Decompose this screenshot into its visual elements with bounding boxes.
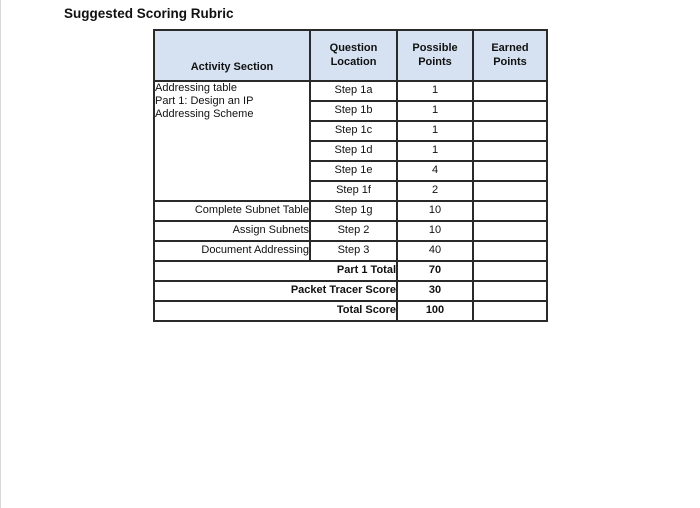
header-row bbox=[154, 30, 547, 81]
total-row bbox=[154, 281, 547, 301]
total-label-cell: Part 1 Total bbox=[154, 261, 397, 281]
possible-points-cell: 10 bbox=[397, 221, 473, 241]
table-row bbox=[154, 201, 547, 221]
earned-points-cell[interactable] bbox=[473, 101, 547, 121]
possible-points-cell: 40 bbox=[397, 241, 473, 261]
earned-points-cell[interactable] bbox=[473, 161, 547, 181]
question-location-cell: Step 1c bbox=[310, 121, 397, 141]
earned-points-cell[interactable] bbox=[473, 241, 547, 261]
possible-points-cell: 1 bbox=[397, 81, 473, 101]
table-row bbox=[154, 81, 547, 101]
total-earned-cell[interactable] bbox=[473, 261, 547, 281]
total-earned-cell[interactable] bbox=[473, 281, 547, 301]
page-left-edge bbox=[0, 0, 1, 508]
total-possible-cell: 100 bbox=[397, 301, 473, 321]
total-row bbox=[154, 261, 547, 281]
table-row bbox=[154, 221, 547, 241]
question-location-cell: Step 2 bbox=[310, 221, 397, 241]
question-location-cell: Step 1f bbox=[310, 181, 397, 201]
total-possible-cell: 70 bbox=[397, 261, 473, 281]
earned-points-cell[interactable] bbox=[473, 121, 547, 141]
earned-points-cell[interactable] bbox=[473, 181, 547, 201]
header-earned-points: Earned Points bbox=[473, 30, 547, 81]
table-row bbox=[154, 241, 547, 261]
addressing-table-label: Addressing table bbox=[155, 82, 237, 94]
rubric-heading: Suggested Scoring Rubric bbox=[64, 6, 234, 21]
earned-points-cell[interactable] bbox=[473, 221, 547, 241]
total-earned-cell[interactable] bbox=[473, 301, 547, 321]
possible-points-cell: 1 bbox=[397, 101, 473, 121]
question-location-cell: Step 1a bbox=[310, 81, 397, 101]
scoring-rubric-table bbox=[153, 29, 548, 322]
possible-points-cell: 1 bbox=[397, 121, 473, 141]
activity-section-cell: Document Addressing bbox=[154, 241, 310, 261]
header-activity-section: Activity Section bbox=[154, 30, 310, 81]
total-label-cell: Total Score bbox=[154, 301, 397, 321]
header-question-location: Question Location bbox=[310, 30, 397, 81]
total-possible-cell: 30 bbox=[397, 281, 473, 301]
question-location-cell: Step 1b bbox=[310, 101, 397, 121]
earned-points-cell[interactable] bbox=[473, 141, 547, 161]
possible-points-cell: 2 bbox=[397, 181, 473, 201]
activity-section-cell: Assign Subnets bbox=[154, 221, 310, 241]
possible-points-cell: 1 bbox=[397, 141, 473, 161]
earned-points-cell[interactable] bbox=[473, 81, 547, 101]
activity-section-cell: Complete Subnet Table bbox=[154, 201, 310, 221]
part1-design-label: Part 1: Design an IP Addressing Scheme bbox=[155, 95, 254, 121]
earned-points-cell[interactable] bbox=[473, 201, 547, 221]
possible-points-cell: 10 bbox=[397, 201, 473, 221]
total-row bbox=[154, 301, 547, 321]
question-location-cell: Step 1d bbox=[310, 141, 397, 161]
addressing-table-cell bbox=[154, 81, 310, 201]
question-location-cell: Step 1e bbox=[310, 161, 397, 181]
total-label-cell: Packet Tracer Score bbox=[154, 281, 397, 301]
question-location-cell: Step 1g bbox=[310, 201, 397, 221]
header-possible-points: Possible Points bbox=[397, 30, 473, 81]
possible-points-cell: 4 bbox=[397, 161, 473, 181]
question-location-cell: Step 3 bbox=[310, 241, 397, 261]
